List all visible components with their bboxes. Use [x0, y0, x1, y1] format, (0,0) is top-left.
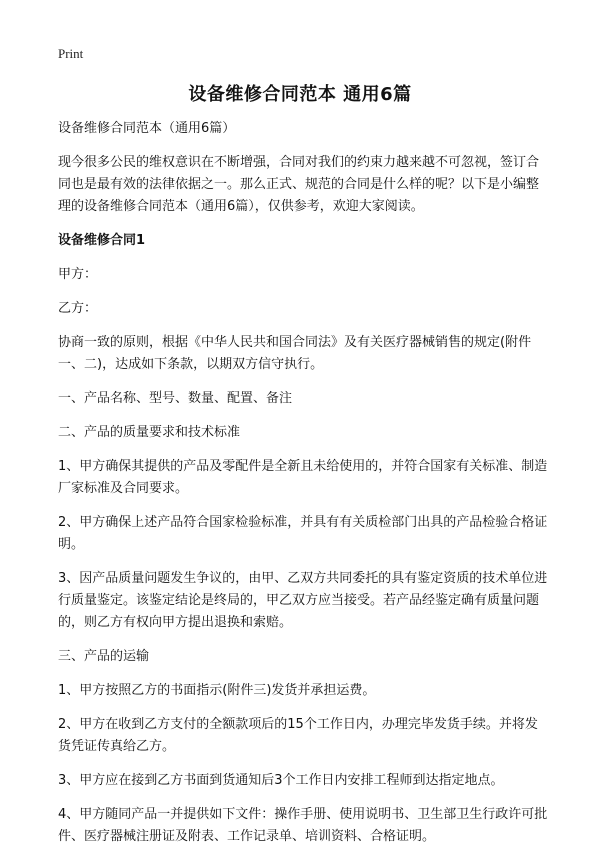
party-b-line: 乙方：: [58, 301, 98, 316]
clause-item: 2、甲方确保上述产品符合国家检验标准，并具有有关质检部门出具的产品检验合格证明。: [58, 515, 548, 552]
agreement-paragraph: 协商一致的原则，根据《中华人民共和国合同法》及有关医疗器械销售的规定(附件一、二)，达成如下条款，以期双方信守执行。: [58, 335, 532, 372]
clause-item: 3、甲方应在接到乙方书面到货通知后3个工作日内安排工程师到达指定地点。: [58, 773, 504, 788]
clause-item: 1、甲方确保其提供的产品及零配件是全新且未给使用的，并符合国家有关标准、制造厂家标准及合同要求。: [58, 459, 548, 496]
clause-item: 3、因产品质量问题发生争议的，由甲、乙双方共同委托的具有鉴定资质的技术单位进行质量鉴定。该鉴定结论是终局的，甲乙双方应当接受。若产品经鉴定确有质量问题的，则乙方有权向甲方提出退换和索赔。: [58, 571, 548, 630]
section-heading: 设备维修合同1: [58, 233, 146, 248]
page-title: 设备维修合同范本 通用6篇: [188, 84, 412, 105]
print-label: Print: [58, 46, 84, 61]
clause-item: 2、甲方在收到乙方支付的全额款项后的15个工作日内，办理完毕发货手续。并将发货凭证传真给乙方。: [58, 717, 538, 754]
clause-heading: 三、产品的运输: [58, 649, 150, 664]
clause-item: 1、甲方按照乙方的书面指示(附件三)发货并承担运费。: [58, 683, 376, 698]
intro-paragraph: 现今很多公民的维权意识在不断增强，合同对我们的约束力越来越不可忽视，签订合同也是最有效的法律依据之一。那么正式、规范的合同是什么样的呢？以下是小编整理的设备维修合同范本（通用6篇），仅供参考，欢迎大家阅读。: [58, 155, 540, 214]
subtitle-paragraph: 设备维修合同范本（通用6篇）: [58, 121, 236, 136]
clause-item: 4、甲方随同产品一并提供如下文件：操作手册、使用说明书、卫生部卫生行政许可批件、医疗器械注册证及附表、工作记录单、培训资料、合格证明。: [58, 807, 548, 844]
document-body: [58, 118, 550, 860]
party-a-line: 甲方：: [58, 267, 98, 282]
clause-heading: 二、产品的质量要求和技术标准: [58, 425, 241, 440]
clause-heading: 一、产品名称、型号、数量、配置、备注: [58, 391, 293, 406]
